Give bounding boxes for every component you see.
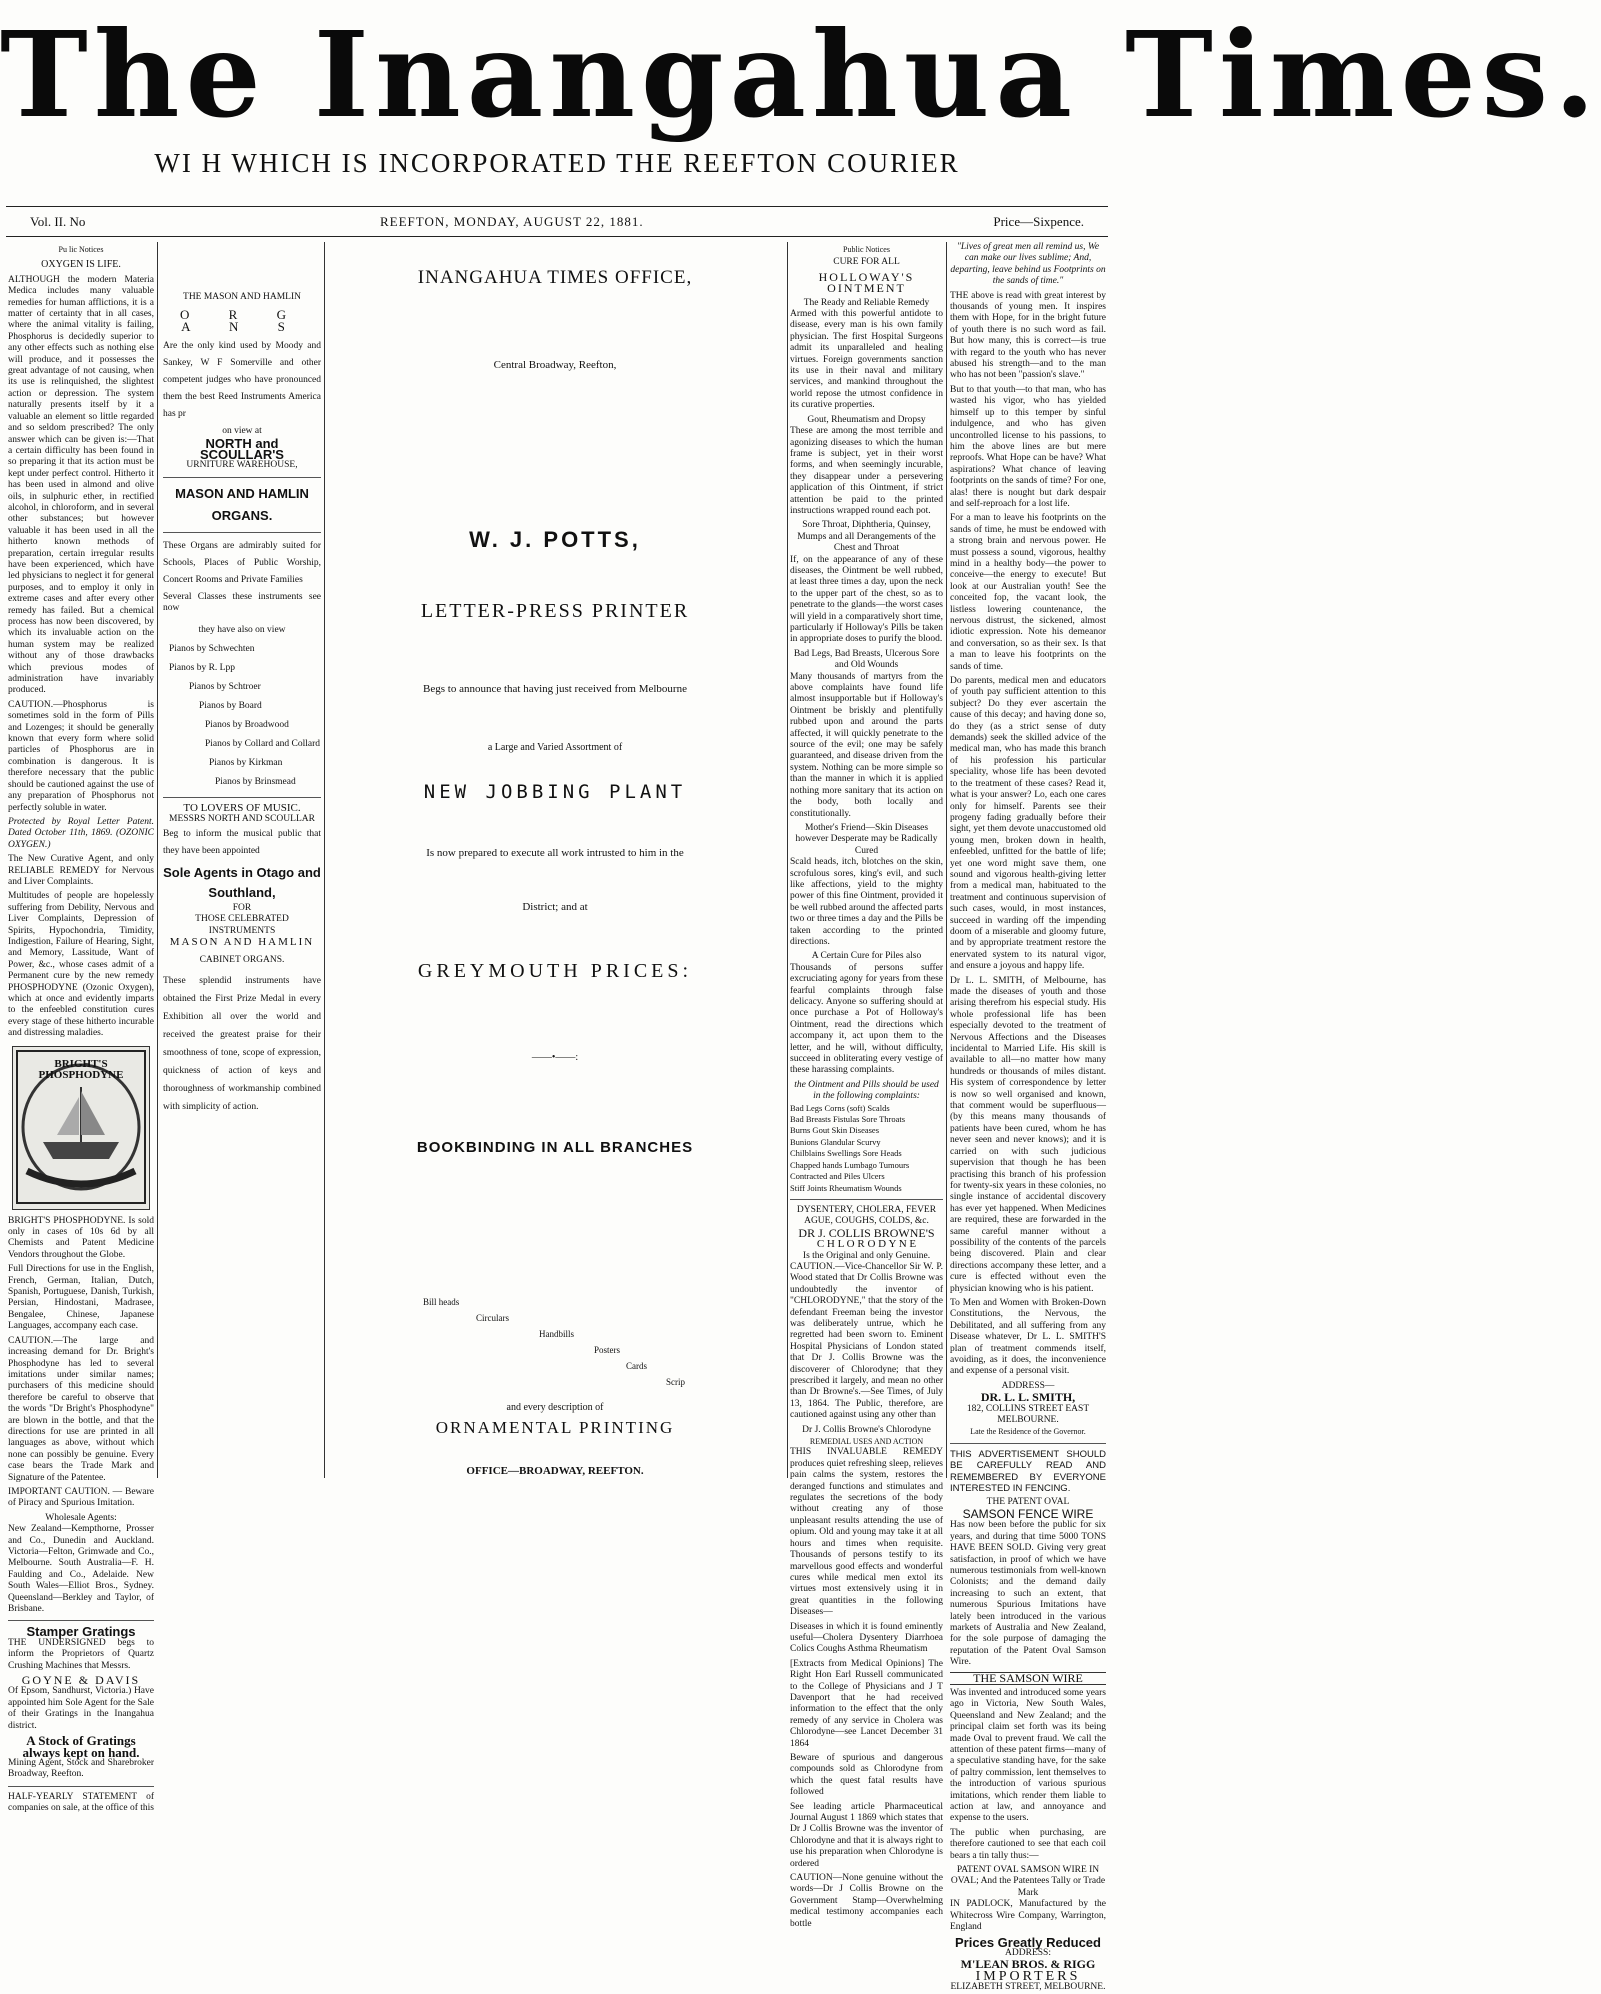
column-rule [157, 242, 158, 1478]
ad-heading: MASON AND HAMLIN [169, 936, 315, 949]
ad-body: Beg to inform the musical public that they have been appointed [163, 828, 321, 856]
issue-date: REEFTON, MONDAY, AUGUST 22, 1881. [380, 214, 644, 229]
ad-title: OXYGEN IS LIFE. [41, 259, 121, 271]
ad-subheading: Sore Throat, Diphtheria, Quinsey, Mumps and all Derangements of the Chest and Throat [797, 520, 936, 554]
divider [950, 1443, 1106, 1444]
patent-text: Multitudes of people are hopelessly suffering from Debility, Nervous and Liver Complaints, Depression of Spirits, Hypochondria, Timidity, Indigestion, Failure of Hearing, Sight, and Memory, Lassitude, Want of Power, &c., whose cases admit of a Permanent cure by the new remedy PHOSPHODYNE (Ozonic Oxygen), which at once and evidently imparts to the enfeebled constitution cures every stage of these hitherto incurable and distressing maladies. [8, 891, 154, 1039]
printer-announcement: Begs to announce that having just received from Melbourne [423, 683, 687, 695]
ad-body: Many thousands of martyrs from the above complaints have found life almost insupportable but if Holloway's Ointment be briskly and plentifully rubbed upon and around the parts affected, it will quickly penetrate to the source of the evil; one may be safely guaranteed, and disease driven from the system. Nothing can be more simple so than the manner in which it is applied nothing more sanitary that its action on the body, both locally and constitutionally. [790, 671, 943, 819]
column-rule [946, 242, 947, 1478]
column-3 [326, 242, 784, 1478]
piano-item: Pianos by Schtroer [189, 682, 261, 693]
ad-body: Armed with this powerful antidote to disease, every man is his own family physician. The first Hospital Surgeons admit its unparalleled and healing virtues. Foreign governments sanction its use in their naval and military services, and mankind throughout the world repose the utmost confidence in its curative properties. [790, 309, 943, 411]
ad-body: These are among the most terrible and agonizing diseases to which the human frame is subject, yet in their worst forms, and when seemingly incurable, they disappear under a persevering application of this Ointment, if strict attention be paid to the printed instructions wrapped round each pot. [790, 426, 943, 516]
ornament-divider: ——•——: [531, 1052, 579, 1063]
ad-body: THIS ADVERTISEMENT SHOULD BE CAREFULLY READ AND REMEMBERED BY EVERYONE INTERESTED IN FENCING. [950, 1448, 1106, 1495]
column-rule [324, 242, 325, 1478]
divider [790, 1199, 943, 1200]
product-text: BRIGHT'S PHOSPHODYNE. Is sold only in cases of 10s 6d by all Chemists and Patent Medicine Vendors throughout the Globe. [8, 1215, 154, 1260]
shop-name: NORTH and SCOULLAR'S [200, 435, 284, 463]
spacer [163, 242, 321, 292]
ad-subheading: Mother's Friend—Skin Diseases however Desperate may be Radically Cured [795, 822, 938, 856]
product-text: CAUTION.—The large and increasing demand for Dr. Bright's Phosphodyne has led to several imitations under similar names; purchasers of this medicine should therefore be careful to observe that the words "Dr Bright's Phosphodyne" are blown in the bottle, and that the directions for use are printed in all languages as above, without which none can possibly be genuine. Every case bears the Trade Mark and Signature of the Patentee. [8, 1335, 154, 1483]
piano-item: Pianos by Collard and Collard [205, 739, 321, 750]
print-item: Cards [626, 1361, 647, 1371]
piano-item: Pianos by Brinsmead [215, 777, 296, 788]
ad-body: Thousands of persons suffer excruciating agony for years from these fearful complaints through false delicacy. Anyone so suffering should at once purchase a Pot of Holloway's Ointment, read the directions which accompany it, act upon them to the letter, and he will, without difficulty, succeed in obliterating every vestige of these harassing complaints. [790, 962, 943, 1076]
office-address: Central Broadway, Reefton, [493, 359, 617, 371]
ad-body: ALTHOUGH the modern Materia Medica includes many valuable remedies for human afflictions, it is a matter of certainty that in all cases, where the animal vitality is failing, Phosphorus is decidedly superior to any other effects such as nothing else will produce, and it possesses the great advantage of not causing, when its use is relinquished, the slightest action or depression. The system naturally presents itself by it a valuable an element so little regarded and so seldom prescribed? The only answer which can be given is:—That a certain difficulty has been found in so preparing it that its action must be kept under perfect control. Hitherto it has been used in almond and olive oils, in sulphuric ether, in rectified alcohol, in chloroform, and in several other substances; but however valuable it has been used in all the hitherto known methods of preparation, certain irregular results have been experienced, which have led physicians to neglect it for general purposes, and to employ it only in extreme cases and after every other remedy has failed. But a chemical process has now been discovered, by which its invaluable action on the human system may be realized without any of those drawbacks which previous modes of administration have invariably produced. [8, 274, 154, 696]
ad-subheading: Is the Original and only Genuine. [802, 1250, 931, 1261]
ad-heading: C H L O R O D Y N E [816, 1238, 917, 1251]
patent-text: Protected by Royal Letter Patent. Dated October 11th, 1869. (OZONIC OXYGEN.) [8, 816, 154, 850]
patent-text: The New Curative Agent, and only RELIABLE REMEDY for Nervous and Liver Complaints. [8, 854, 154, 887]
ad-subheading: The Ready and Reliable Remedy [803, 297, 930, 308]
ad-heading: Stamper Gratings [26, 1624, 136, 1640]
print-item: Scrip [666, 1377, 685, 1387]
ad-signature: Mining Agent, Stock and Sharebroker Broadway, Reefton. [8, 1757, 154, 1780]
masthead [0, 0, 1601, 240]
print-item: Circulars [476, 1313, 509, 1323]
ornamental-heading: ORNAMENTAL PRINTING [435, 1418, 675, 1437]
doctor-name: DR. L. L. SMITH, [980, 1390, 1076, 1405]
divider [8, 1786, 154, 1787]
piano-item: Pianos by Board [199, 701, 262, 712]
ad-body: These splendid instruments have obtained the First Prize Medal in every Exhibition all over the world and received the greatest praise for their smoothness of tone, scope of expression, quickness of action of keys and thoroughness of workmanship combined with simplicity of action. [163, 975, 321, 1112]
ad-body: Has now been before the public for six years, and during that time 5000 TONS HAVE BEEN SOLD. Giving very great satisfaction, in proof of which we have numerous testimonials from well-known Colonists; and the demand daily increasing to such an extent, that numerous Spurious Imitations have lately been introduced in the various markets of Australia and New Zealand, for the sole purpose of damaging the reputation of the Patent Oval Samson Wire. [950, 1520, 1106, 1668]
ad-body: they have also on view [198, 624, 286, 635]
ad-title: THE MASON AND HAMLIN [183, 292, 301, 302]
ad-body: IN PADLOCK, Manufactured by the Whitecross Wire Company, Warrington, England [950, 1899, 1106, 1933]
ad-body: CAUTION.—Vice-Chancellor Sir W. P. Wood stated that Dr Collis Browne was undoubtedly the inventor of "CHLORODYNE," that the story of the defendant Freeman being the investor was deliberately untrue, which he regretted had been sworn to. Eminent Hospital Physicians of London stated that Dr J. Collis Browne was the discoverer of Chlorodyne; that they prescribed it largely, and mean no other than Dr Browne's.—See Times, of July 13, 1864. The Public, therefore, are cautioned against using any other than [790, 1261, 943, 1421]
ad-heading: Prices Greatly Reduced [955, 1934, 1101, 1950]
ad-body: HALF-YEARLY STATEMENT of companies on sale, at the office of this [8, 1791, 154, 1814]
piano-list [163, 640, 321, 792]
agents-list: New Zealand—Kempthorne, Prosser and Co., Dunedin and Auckland. Victoria—Felton, Grimwade and Co., Melbourne. South Australia—F. H. Faulding and Co., Adelaide. New South Wales—Elliot Bros., Sydney. Queensland—Berkley and Taylor, of Brisbane. [8, 1524, 154, 1615]
ad-subheading: THE PATENT OVAL [986, 1497, 1070, 1508]
top-rule [6, 206, 1108, 207]
ad-body: THE UNDERSIGNED begs to inform the Proprietors of Quartz Crushing Machines that Messrs. [8, 1637, 154, 1671]
ad-body: Was invented and introduced some years ago in Victoria, New South Wales, Queensland and New Zealand; and the principal claim set forth was its being made Oval to prevent fraud. We call the attention of these patent firms—many of a speculative standing have, for the sake of paltry commission, lent themselves to the introduction of various spurious imitations, which render them liable to action at law, and annoyance and expense to the users. [950, 1687, 1106, 1824]
ad-body: To Men and Women with Broken-Down Constitutions, the Nervous, the Debilitated, and all suffering from any Disease whatever, Dr L. L. SMITH'S plan of treatment commends itself, avoiding, as it does, the inconvenience and expense of a personal visit. [950, 1297, 1106, 1377]
printer-announcement: a Large and Varied Assortment of [487, 742, 623, 753]
ad-subheading: REMEDIAL USES AND ACTION [809, 1437, 924, 1447]
ad-body: [Extracts from Medical Opinions] The Right Hon Earl Russell communicated to the College of Physicians and J T Davenport that he had received information to the effect that the only remedy of any service in Cholera was Chlorodyne—see Lancet December 31 1864 [790, 1658, 943, 1749]
bookbinding-heading: BOOKBINDING IN ALL BRANCHES [416, 1139, 694, 1156]
ad-subheading: Dr J. Collis Browne's Chlorodyne [802, 1424, 931, 1435]
printer-announcement: and every description of [506, 1402, 604, 1413]
ad-body: Dr L. L. SMITH, of Melbourne, has made the diseases of youth and those arising therefrom his especial study. His whole professional life has been especially devoted to the treatment of Nervous Affections and the Diseases incidental to Married Life. His skill is available to all—no matter how many hundreds or thousands of miles distant. His system of correspondence by letter is now so well organised and known, that comment would be superfluous—(by this means many thousands of patients have been cured, whom he has never seen and never knows); and it is carried on with such judicious supervision that though he has been practising this branch of his profession for twenty-six years in these colonies, no single instance of accidental discovery has ever yet happened. When Medicines are required, these are forwarded in the same careful manner without a possibility of the contents of the parcels being discovered. Plain and clear directions accompany these letter, and a cure is effected without even the physician knowing who is his patient. [950, 975, 1106, 1294]
dateline-rule [6, 236, 1108, 237]
print-item: Handbills [539, 1329, 574, 1339]
ad-body: Diseases in which it is found eminently useful—Cholera Dysentery Diarrhoea Colics Coughs Asthma Rheumatism [790, 1621, 943, 1655]
complaint-list: Bad Legs Corns (soft) Scalds Bad Breasts Fistulas Sore Throats Burns Gout Skin Diseases Bunions Glandular Scurvy Chilblains Swellings Sore Heads Chapped hands Lumbago Tumours Contracted and Piles Ulcers Stiff Joints Rheumatism Wounds [790, 1102, 910, 1193]
ad-heading: HOLLOWAY'S OINTMENT [818, 269, 915, 296]
ad-title: CURE FOR ALL [833, 257, 900, 268]
ad-heading: SAMSON FENCE WIRE [962, 1506, 1094, 1521]
firm-name: GOYNE & DAVIS [21, 1673, 141, 1688]
piano-item: Pianos by Schwechten [169, 644, 255, 655]
column-1 [8, 242, 154, 1814]
column-rule [787, 242, 788, 1478]
poem: "Lives of great men all remind us, We can make our lives sublime; And, departing, leave behind us Footprints on the sands of time." [950, 242, 1106, 287]
dateline [0, 210, 1114, 236]
volume-number: Vol. II. No [30, 214, 86, 229]
ad-body: These Organs are admirably suited for Schools, Places of Public Worship, Concert Rooms and Private Families [163, 540, 321, 585]
newspaper-subtitle: WI H WHICH IS INCORPORATED THE REEFTON COURIER [154, 148, 960, 178]
shop-name: URNITURE WAREHOUSE, [186, 460, 298, 471]
phosphodyne-engraving [12, 1046, 150, 1210]
ad-body: FOR [232, 902, 252, 913]
divider [163, 797, 321, 798]
ad-body: Do parents, medical men and educators of youth pay sufficient attention to this subject? Do they ever ascertain the cause of this decay; and having done so, do they (as a strict sense of duty demands) seek the skilled advice of the medical man, who has made this branch of his profession his particular speciality, whose life has been devoted to the treatment of these cases? Read it, what is your answer? Lo, each one cares only for himself. Parents see their progeny fading gradually before their sight, yet them devote unaccustomed old young men, broken down in health, enfeebled, unfitted for the battle of life; yet one word might save them, one sound and vigorous health-giving letter from a medical man, habituated to the treatment and continuous supervision of such cases, would, in most instances, succeed in warding off the impending doom of a miserable and gloomy future, and by appropriate treatment restore the enervated system to its natural vigor, and ensure a joyous and happy life. [950, 676, 1106, 972]
ad-heading: A Stock of Gratings always kept on hand. [22, 1733, 140, 1760]
firm-address: ELIZABETH STREET, MELBOURNE. [950, 1982, 1106, 1993]
ad-heading: THE SAMSON WIRE [950, 1672, 1106, 1685]
ad-heading: Sole Agents in Otago and Southland, [163, 864, 321, 900]
print-item: Posters [594, 1345, 621, 1355]
ad-body: PATENT OVAL SAMSON WIRE IN OVAL; And the Patentees Tally or Trade Mark [950, 1865, 1106, 1898]
section-header: Pu lic Notices [58, 245, 104, 254]
ad-body: But to that youth—to that man, who has wasted his vigor, who has yielded himself up to this temper by sinful indulgence, and who has given uncontrolled license to his passions, to him the above lines are but mere reproofs. What Hope can be have? What aspirations? What chance of leaving footprints on the sands of time? For one, alas! there is nought but dark despair and self-reproach for a lost life. [950, 384, 1106, 509]
printer-announcement: District; and at [522, 901, 588, 913]
office-title: INANGAHUA TIMES OFFICE, [417, 267, 693, 288]
print-item: Bill heads [423, 1297, 460, 1307]
ad-body: MESSRS NORTH AND SCOULLAR [169, 814, 315, 825]
product-text: Full Directions for use in the English, French, German, Italian, Dutch, Spanish, Portuguese, Danish, Turkish, Persian, Hindostani, Madrasee, Bengalee, Chinese, Japanese Languages, accompany each case. [8, 1264, 154, 1332]
newspaper-title: The Inangahua Times. [0, 5, 1601, 144]
address-label: ADDRESS— [1001, 1380, 1055, 1391]
ad-body: THE above is read with great interest by thousands of young men. It inspires them with Hope, for in the bright future of youth there is no such word as fail. But how many, this is correct—is true with regard to the youth who has never abused his strength—and to the man who has not been "passion's slave." [950, 290, 1106, 381]
ad-heading: DR J. COLLIS BROWNE'S [798, 1225, 935, 1240]
ad-body: Scald heads, itch, blotches on the skin, scrofulous sores, king's evil, and such like affections, yield to the mighty power of this fine Ointment, provided it be well rubbed around the affected parts two or three times a day and the Pills be taken according to the printed directions. [790, 857, 943, 947]
divider [163, 532, 321, 533]
firm-trade: IMPORTERS [975, 1968, 1081, 1984]
divider [8, 1620, 154, 1621]
organs-heading: O R G A N S [180, 307, 304, 334]
ad-body: THIS INVALUABLE REMEDY produces quiet refreshing sleep, relieves pain calms the system, restores the deranged functions and stimulates and regulates the secretions of the body without creating any of those unpleasant results attending the use of opium. Old and young may take it at all hours and times when requisite. Thousands of persons testify to its marvellous good effects and wonderful cures while medical men extol its virtues most extensively using it in great quantities in the following Diseases— [790, 1447, 943, 1618]
ad-body: Several Classes these instruments see now [163, 591, 321, 614]
ad-heading: MASON AND HAMLIN ORGANS. [175, 485, 309, 523]
ad-body: Of Epsom, Sandhurst, Victoria.) Have appointed him Sole Agent for the Sale of their Gratings in the Inangahua district. [8, 1686, 154, 1731]
printer-announcement: Is now prepared to execute all work intrusted to him in the [426, 847, 684, 859]
ad-body: THOSE CELEBRATED INSTRUMENTS [195, 914, 289, 936]
ad-body: If, on the appearance of any of these diseases, the Ointment be well rubbed, at least three times a day, upon the neck to the upper part of the chest, so as to penetrate to the glands—the worst cases will yield in a comparatively short time, particularly if Holloway's Pills be taken in appropriate doses to purify the blood. [790, 554, 943, 645]
issue-price: Price—Sixpence. [993, 214, 1084, 229]
engraving-caption: BRIGHT'S PHOSPHODYNE [38, 1057, 124, 1082]
ad-body: CAUTION—None genuine without the words—Dr J Collis Browne on the Government Stamp—Overwhelming medical testimony accompanies each bottle [790, 1873, 943, 1929]
divider [163, 477, 321, 478]
ad-body: For a man to leave his footprints on the sands of time, he must be endowed with a strong brain and nervous power. He must possess a sound, vigorous, healthy mind in a healthy body—the power to conceive—the energy to execute! But look at our Australian youth! See the conceited fop, the vacant look, the listless lowering countenance, the nervous distrust, the sickened, almost idiotic expression. Note his demeanor and conversation, so as their sex. Is that a man to leave his footprints on the sands of time. [950, 513, 1106, 672]
ad-subheading: the Ointment and Pills should be used in the following complaints: [794, 1079, 939, 1102]
column-4 [790, 242, 943, 1929]
address-label: ADDRESS: [1005, 1947, 1051, 1958]
doctor-address: 182, COLLINS STREET EAST MELBOURNE. [966, 1403, 1090, 1426]
column-2 [163, 242, 321, 1478]
ad-body: Beware of spurious and dangerous compounds sold as Chlorodyne from which the quest fatal results have followed [790, 1753, 943, 1798]
office-footer: OFFICE—BROADWAY, REEFTON. [466, 1465, 644, 1477]
section-header: Public Notices [843, 245, 890, 254]
printer-trade: LETTER-PRESS PRINTER [420, 600, 690, 622]
greymouth-prices: GREYMOUTH PRICES: [417, 960, 693, 982]
ad-heading: DYSENTERY, CHOLERA, FEVER AGUE, COUGHS, COLDS, &c. [796, 1204, 937, 1227]
ad-title: TO LOVERS OF MUSIC. [183, 802, 301, 815]
ad-subheading: Gout, Rheumatism and Dropsy [807, 414, 926, 425]
piano-item: Pianos by Kirkman [209, 758, 283, 769]
piano-item: Pianos by Broadwood [205, 720, 289, 731]
printer-name: W. J. POTTS, [469, 527, 641, 552]
ad-heading: CABINET ORGANS. [199, 954, 285, 965]
ad-body: on view at [222, 426, 262, 437]
piano-item: Pianos by R. Lpp [169, 663, 235, 674]
firm-name: M'LEAN BROS. & RIGG [960, 1957, 1096, 1972]
jobbing-plant-heading: NEW JOBBING PLANT [423, 781, 687, 803]
caution-text: CAUTION.—Phosphorus is sometimes sold in the form of Pills and Lozenges; it should be generally known that every form where solid particles of Phosphorus are in combination is dangerous. It is therefore necessary that the public should be cautioned against the use of any preparation of Phosphorus not perfectly soluble in water. [8, 699, 154, 813]
ad-subheading: Bad Legs, Bad Breasts, Ulcerous Sore and Old Wounds [793, 648, 940, 671]
agents-title: Wholesale Agents: [45, 1512, 117, 1523]
product-text: IMPORTANT CAUTION. — Beware of Piracy and Spurious Imitation. [8, 1486, 154, 1509]
ad-body: Are the only kind used by Moody and Sankey, W F Somerville and other competent judges who have pronounced them the best Reed Instruments America has pr [163, 341, 321, 420]
doctor-address: Late the Residence of the Governor. [970, 1427, 1086, 1437]
ad-subheading: A Certain Cure for Piles also [811, 951, 922, 962]
ad-body: The public when purchasing, are therefore cautioned to see that each coil bears a tin tally thus:— [950, 1827, 1106, 1861]
column-5 [950, 242, 1106, 1993]
ad-body: See leading article Pharmaceutical Journal August 1 1869 which states that Dr J Collis Browne was the inventor of Chlorodyne and that it is always right to use his preparation when Chlorodyne is ordered [790, 1801, 943, 1869]
